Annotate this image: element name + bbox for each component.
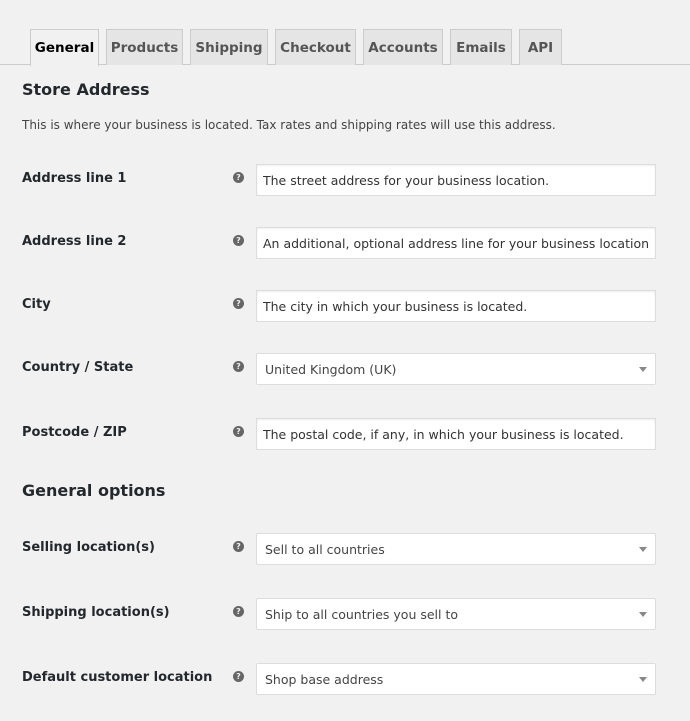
tab-checkout[interactable]: Checkout xyxy=(275,29,356,65)
help-icon[interactable]: ? xyxy=(233,671,244,682)
selling-locations-select[interactable] xyxy=(256,533,656,565)
address-line-2-label: Address line 2 xyxy=(22,234,127,249)
chevron-down-icon xyxy=(639,677,647,682)
chevron-down-icon xyxy=(639,612,647,617)
help-icon[interactable]: ? xyxy=(233,606,244,617)
tab-accounts[interactable]: Accounts xyxy=(363,29,443,65)
city-input[interactable] xyxy=(256,290,656,322)
country-state-label: Country / State xyxy=(22,360,134,375)
help-icon[interactable]: ? xyxy=(233,235,244,246)
tab-api[interactable]: API xyxy=(519,29,562,65)
selling-locations-label: Selling location(s) xyxy=(22,540,155,555)
default-customer-location-select[interactable] xyxy=(256,663,656,695)
tab-general[interactable]: General xyxy=(30,29,99,66)
chevron-down-icon xyxy=(639,367,647,372)
store-address-heading: Store Address xyxy=(22,80,150,99)
tab-emails[interactable]: Emails xyxy=(450,29,512,65)
default-customer-location-value: Shop base address xyxy=(265,671,384,687)
default-customer-location-label: Default customer location xyxy=(22,670,213,685)
help-icon[interactable]: ? xyxy=(233,172,244,183)
postcode-label: Postcode / ZIP xyxy=(22,425,127,440)
address-line-1-input[interactable] xyxy=(256,164,656,196)
general-options-heading: General options xyxy=(22,481,166,500)
tab-products[interactable]: Products xyxy=(106,29,183,65)
tab-shipping[interactable]: Shipping xyxy=(190,29,268,65)
help-icon[interactable]: ? xyxy=(233,426,244,437)
address-line-2-input[interactable] xyxy=(256,227,656,259)
shipping-locations-select[interactable] xyxy=(256,598,656,630)
shipping-locations-value: Ship to all countries you sell to xyxy=(265,606,459,622)
postcode-input[interactable] xyxy=(256,418,656,450)
help-icon[interactable]: ? xyxy=(233,298,244,309)
store-address-description: This is where your business is located. Tax rates and shipping rates will use this address. xyxy=(22,118,556,132)
chevron-down-icon xyxy=(639,547,647,552)
country-state-value: United Kingdom (UK) xyxy=(265,361,397,377)
selling-locations-value: Sell to all countries xyxy=(265,541,385,557)
settings-tab-bar xyxy=(0,0,690,65)
help-icon[interactable]: ? xyxy=(233,361,244,372)
help-icon[interactable]: ? xyxy=(233,541,244,552)
country-state-select[interactable] xyxy=(256,353,656,385)
city-label: City xyxy=(22,297,51,312)
address-line-1-label: Address line 1 xyxy=(22,171,127,186)
shipping-locations-label: Shipping location(s) xyxy=(22,605,170,620)
